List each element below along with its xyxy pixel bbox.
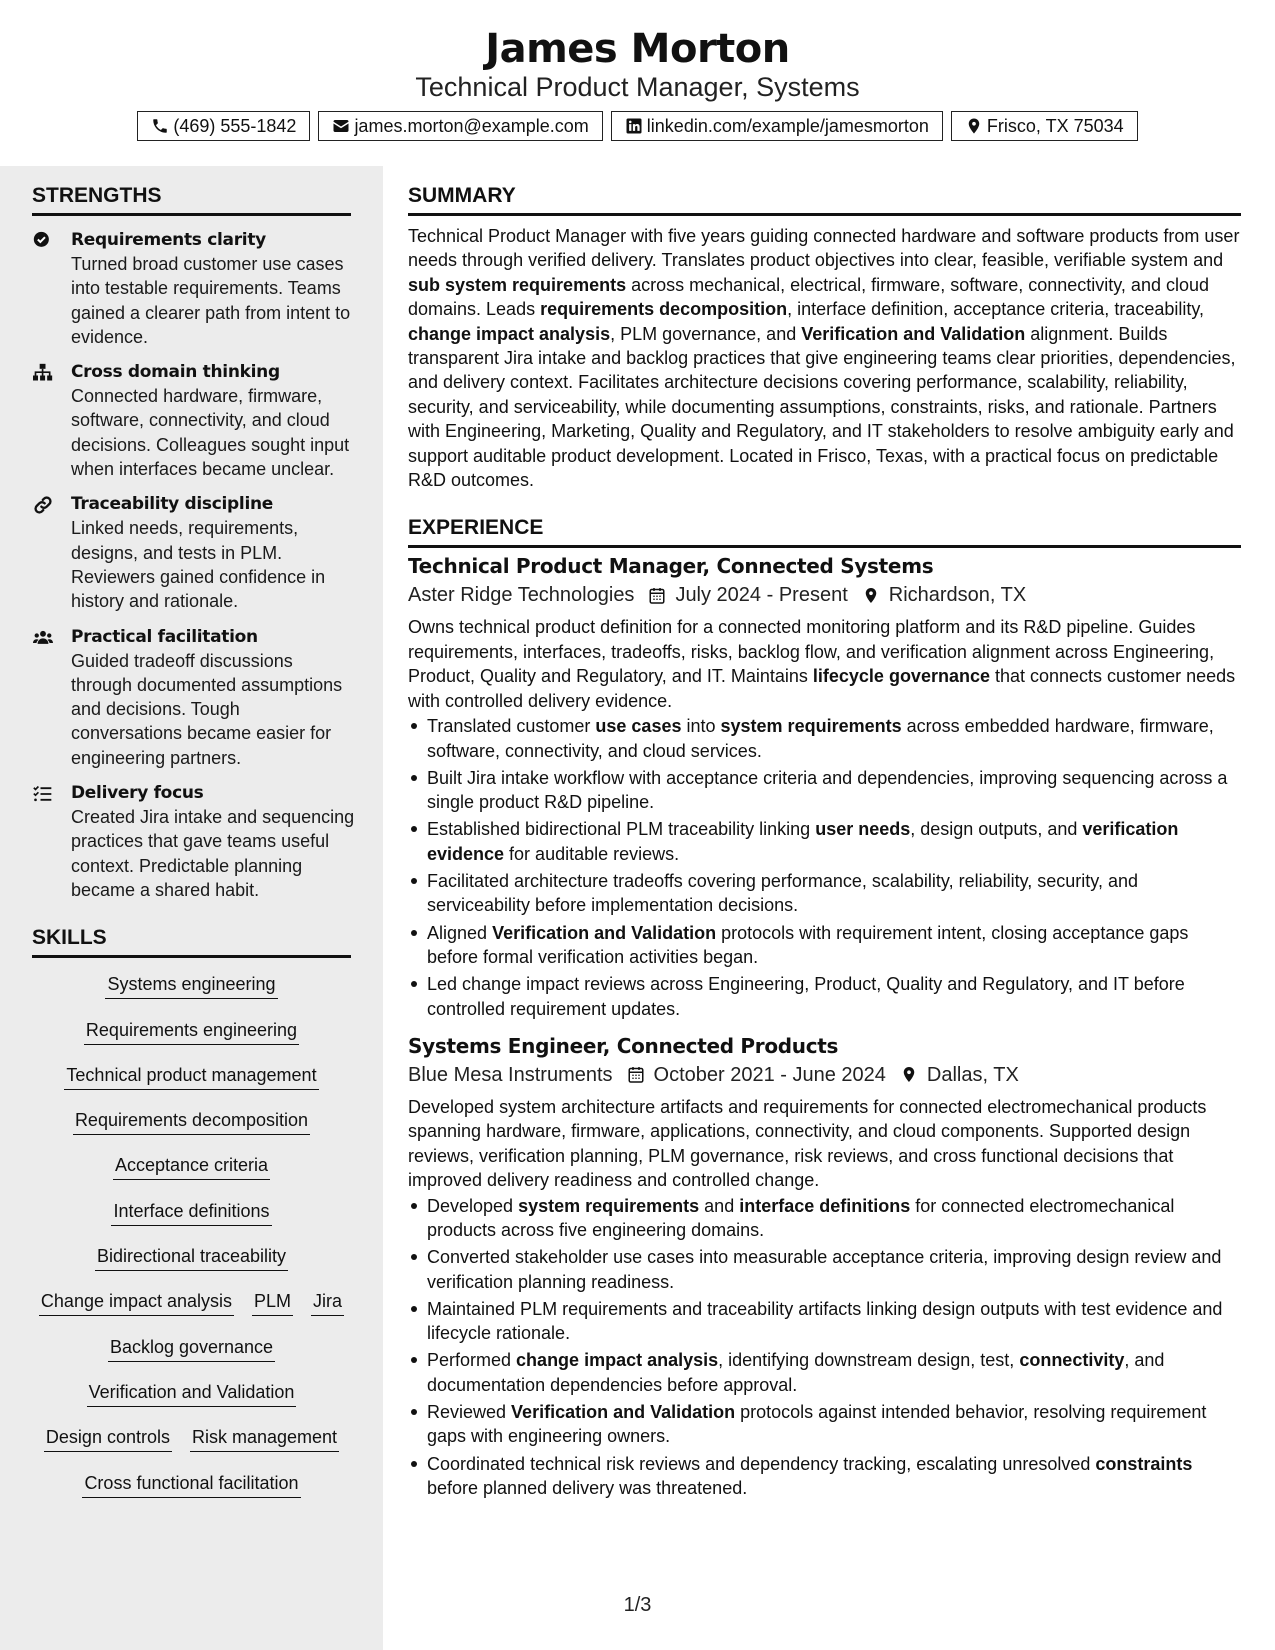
bullet-item: Led change impact reviews across Engineering, Product, Quality and Regulatory, and IT before controlled requirement updates.: [408, 972, 1241, 1021]
summary-text: Technical Product Manager with five years guiding connected hardware and software products from user needs through verified delivery. Translates product objectives into clear, feasible, verifiable system and sub system requirements across mechanical, electrical, firmware, software, connectivity, and cloud domains. Leads requirements decomposition, interface definition, acceptance criteria, traceability, change impact analysis, PLM governance, and Verification and Validation alignment. Builds transparent Jira intake and backlog practices that give engineering teams clear priorities, dependencies, and delivery context. Facilitates architecture decisions covering performance, scalability, reliability, security, and serviceability, while documenting assumptions, constraints, risks, and rationale. Partners with Engineering, Marketing, Quality and Regulatory, and IT stakeholders to resolve ambiguity early and support auditable product development. Located in Frisco, Texas, with a practical focus on predictable R&D outcomes.: [408, 226, 1240, 491]
skill-row: [32, 1244, 351, 1289]
sitemap-icon: [32, 363, 54, 383]
bullet-item: Converted stakeholder use cases into measurable acceptance criteria, improving design review and verification planning readiness.: [408, 1245, 1241, 1294]
job-dates: October 2021 - June 2024: [653, 1063, 886, 1086]
emphasis-text: system requirements: [518, 1195, 700, 1216]
job-location: Dallas, TX: [926, 1063, 1019, 1086]
bullet-item: Reviewed Verification and Validation protocols against intended behavior, resolving requirement gaps with engineering owners.: [408, 1400, 1241, 1449]
sidebar: [0, 166, 383, 1650]
strength-desc: Created Jira intake and sequencing practices that gave teams useful context. Predictable planning became a shared habit.: [71, 807, 355, 900]
strength-title: Requirements clarity: [71, 230, 266, 250]
job-description: Developed system architecture artifacts and requirements for connected electromechanical products spanning hardware, firmware, applications, connectivity, and cloud components. Supported design reviews, verification planning, PLM governance, risk reviews, and cross functional decisions that improved delivery readiness and controlled change.: [408, 1096, 1207, 1191]
bullet-item: Established bidirectional PLM traceability linking user needs, design outputs, and verification evidence for auditable reviews.: [408, 817, 1241, 866]
calendar-icon: [627, 1065, 645, 1084]
emphasis-text: user needs: [815, 819, 911, 840]
emphasis-text: requirements decomposition: [540, 299, 788, 320]
link-icon: [32, 495, 54, 515]
contact-location[interactable]: [951, 111, 1138, 141]
bullet-item: Maintained PLM requirements and traceability artifacts linking design outputs with test evidence and lifecycle rationale.: [408, 1297, 1241, 1346]
skill-tag: Verification and Validation: [87, 1380, 297, 1407]
skill-tag: Requirements decomposition: [73, 1108, 310, 1135]
skills-list: [32, 972, 351, 1516]
strength-item: [32, 625, 355, 770]
strength-title: Practical facilitation: [71, 626, 258, 647]
strength-title: Delivery focus: [71, 783, 204, 804]
job-company: Aster Ridge Technologies: [408, 584, 635, 607]
strength-title: Cross domain thinking: [71, 362, 280, 383]
candidate-title: Technical Product Manager, Systems: [415, 72, 860, 102]
emphasis-text: system requirements: [720, 716, 902, 737]
skill-tag: Change impact analysis: [39, 1289, 234, 1316]
skill-tag: Bidirectional traceability: [95, 1244, 288, 1271]
job-company: Blue Mesa Instruments: [408, 1063, 613, 1086]
list-check-icon: [32, 784, 54, 804]
job-bullets: [408, 1194, 1241, 1501]
emphasis-text: sub system requirements: [408, 274, 627, 295]
bullet-item: Developed system requirements and interface definitions for connected electromechanical products across five engineering domains.: [408, 1194, 1241, 1243]
contact-location-text: Frisco, TX 75034: [986, 115, 1124, 136]
strength-desc: Turned broad customer use cases into testable requirements. Teams gained a clearer path from intent to evidence.: [71, 254, 351, 347]
strength-desc: Linked needs, requirements, designs, and tests in PLM. Reviewers gained confidence in history and rationale.: [71, 518, 326, 612]
skill-row: [32, 1063, 351, 1108]
job-dates: July 2024 - Present: [675, 584, 848, 607]
contact-phone[interactable]: [137, 111, 310, 141]
contact-email-text: james.morton@example.com: [354, 115, 589, 136]
strengths-heading: STRENGTHS: [32, 166, 351, 216]
skill-row: [32, 1380, 351, 1425]
map-pin-icon: [900, 1065, 918, 1084]
envelope-icon: [332, 117, 350, 135]
emphasis-text: change impact analysis: [408, 323, 611, 344]
skill-row: [32, 1153, 351, 1198]
bullet-item: Facilitated architecture tradeoffs covering performance, scalability, reliability, security, and serviceability before implementation decisions.: [408, 869, 1241, 918]
skill-row: [32, 1018, 351, 1063]
job-meta: [408, 1060, 1241, 1090]
emphasis-text: interface definitions: [739, 1195, 911, 1216]
emphasis-text: lifecycle governance: [812, 666, 990, 687]
emphasis-text: connectivity: [1019, 1350, 1125, 1371]
skill-row: [32, 1335, 351, 1380]
skills-heading: SKILLS: [32, 908, 351, 958]
contact-phone-text: (469) 555-1842: [173, 115, 297, 136]
job-bullets: [408, 714, 1241, 1021]
skill-row: [32, 972, 351, 1017]
skill-row: [32, 1108, 351, 1153]
candidate-name: James Morton: [485, 26, 790, 72]
strength-item: [32, 360, 355, 481]
bullet-item: Aligned Verification and Validation protocols with requirement intent, closing acceptance gaps before formal verification activities began.: [408, 921, 1241, 970]
bullet-item: Coordinated technical risk reviews and dependency tracking, escalating unresolved constraints before planned delivery was threatened.: [408, 1452, 1241, 1501]
emphasis-text: change impact analysis: [516, 1350, 719, 1371]
job-meta: [408, 580, 1241, 610]
strength-item: [32, 492, 355, 613]
phone-icon: [151, 117, 169, 135]
job-title: Systems Engineer, Connected Products: [408, 1033, 839, 1058]
skill-tag: Requirements engineering: [84, 1018, 299, 1045]
strength-desc: Connected hardware, firmware, software, connectivity, and cloud decisions. Colleagues sought input when interfaces became unclear.: [71, 386, 350, 480]
emphasis-text: constraints: [1095, 1453, 1193, 1474]
skill-tag: PLM: [252, 1289, 293, 1316]
job-description: Owns technical product definition for a connected monitoring platform and its R&D pipeline. Guides requirements, interfaces, tradeoffs, risks, backlog flow, and verification alignment across Engineering, Product, Quality and Regulatory, and IT. Maintains lifecycle governance that connects customer needs with controlled delivery evidence.: [408, 617, 1236, 711]
skill-tag: Risk management: [190, 1425, 339, 1452]
job-entry: [408, 552, 1241, 1020]
users-icon: [32, 628, 54, 648]
job-title: Technical Product Manager, Connected Systems: [408, 554, 934, 579]
strength-desc: Guided tradeoff discussions through documented assumptions and decisions. Tough conversations became easier for engineering partners.: [71, 650, 343, 768]
main-content: [408, 166, 1241, 1503]
summary-heading: SUMMARY: [408, 166, 1241, 216]
bullet-item: Translated customer use cases into system requirements across embedded hardware, firmware, software, connectivity, and cloud services.: [408, 714, 1241, 763]
job-location: Richardson, TX: [888, 584, 1027, 607]
map-pin-icon: [862, 586, 880, 605]
contact-linkedin[interactable]: [611, 111, 943, 141]
page-number: 1/3: [623, 1594, 652, 1616]
skill-tag: Acceptance criteria: [113, 1153, 270, 1180]
skill-tag: Interface definitions: [111, 1199, 271, 1226]
emphasis-text: Verification and Validation: [801, 323, 1026, 344]
contact-email[interactable]: [318, 111, 602, 141]
skill-tag: Backlog governance: [108, 1335, 275, 1362]
skill-row: [32, 1199, 351, 1244]
contact-linkedin-text: linkedin.com/example/jamesmorton: [646, 115, 929, 136]
strength-item: [32, 781, 355, 902]
emphasis-text: use cases: [595, 716, 682, 737]
resume-header: [0, 0, 1275, 166]
strength-item: [32, 228, 355, 349]
skill-tag: Design controls: [44, 1425, 172, 1452]
bullet-item: Performed change impact analysis, identifying downstream design, test, connectivity, and documentation dependencies before approval.: [408, 1348, 1241, 1397]
map-pin-icon: [965, 117, 983, 135]
experience-heading: EXPERIENCE: [408, 498, 1241, 548]
emphasis-text: Verification and Validation: [511, 1402, 736, 1423]
skill-row: [32, 1425, 351, 1470]
linkedin-icon: [625, 117, 643, 135]
skill-tag: Cross functional facilitation: [82, 1471, 300, 1498]
skill-row: [32, 1471, 351, 1516]
emphasis-text: Verification and Validation: [492, 922, 717, 943]
emphasis-text: verification evidence: [427, 819, 1179, 864]
bullet-item: Built Jira intake workflow with acceptance criteria and dependencies, improving sequencing across a single product R&D pipeline.: [408, 766, 1241, 815]
skill-tag: Systems engineering: [105, 972, 277, 999]
strength-title: Traceability discipline: [71, 494, 274, 515]
job-entry: [408, 1032, 1241, 1500]
contact-bar: [0, 111, 1275, 141]
calendar-icon: [648, 586, 666, 605]
skill-row: [32, 1289, 351, 1334]
check-circle-icon: [32, 231, 54, 251]
skill-tag: Jira: [311, 1289, 344, 1316]
skill-tag: Technical product management: [64, 1063, 318, 1090]
strengths-list: [0, 228, 383, 902]
